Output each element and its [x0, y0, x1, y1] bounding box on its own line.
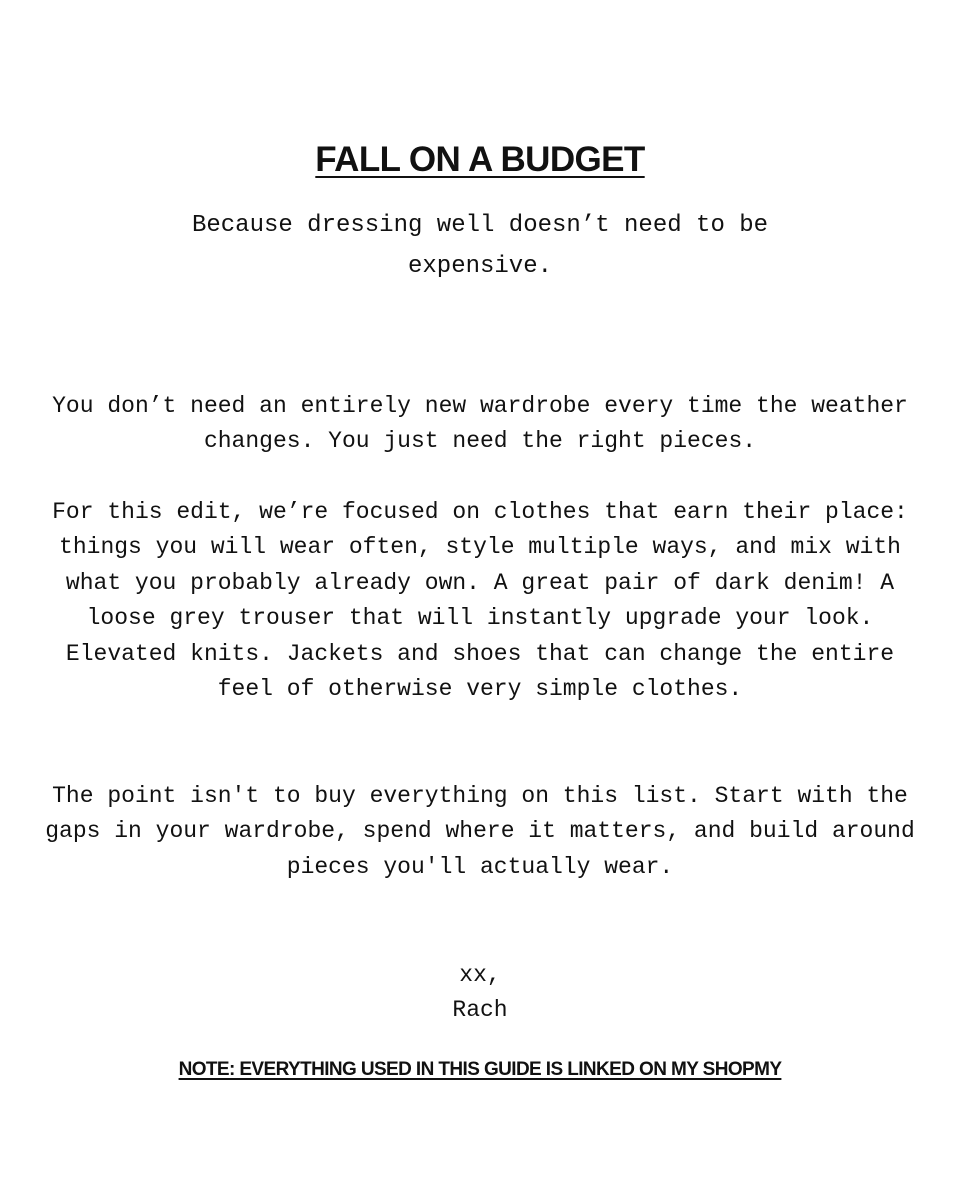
shopmy-note-text: NOTE: EVERYTHING USED IN THIS GUIDE IS LINKED ON MY SHOPMY [178, 1059, 782, 1080]
page-subtitle: Because dressing well doesn’t need to be expensive. [191, 212, 769, 280]
advice-paragraph: The point isn't to buy everything on this list. Start with the gaps in your wardrobe, spend where it matters, and build around pieces you'll actually wear. [45, 783, 915, 880]
page-title [0, 138, 960, 182]
signoff-closing: xx, [459, 962, 501, 988]
signoff-name: Rach [452, 997, 508, 1023]
page-title-text: FALL ON A BUDGET [315, 140, 645, 179]
edit-description-paragraph: For this edit, we’re focused on clothes that earn their place: things you will wear often, style multiple ways, and mix with what you probably already own. A great pair of dark denim! A loose grey trouser that will instantly upgrade your look. Elevated knits. Jackets and shoes that can change the entire feel of otherwise very simple clothes. [52, 499, 908, 703]
intro-paragraph: You don’t need an entirely new wardrobe every time the weather changes. You just need the right pieces. [52, 393, 908, 455]
shopmy-note [0, 1055, 960, 1085]
